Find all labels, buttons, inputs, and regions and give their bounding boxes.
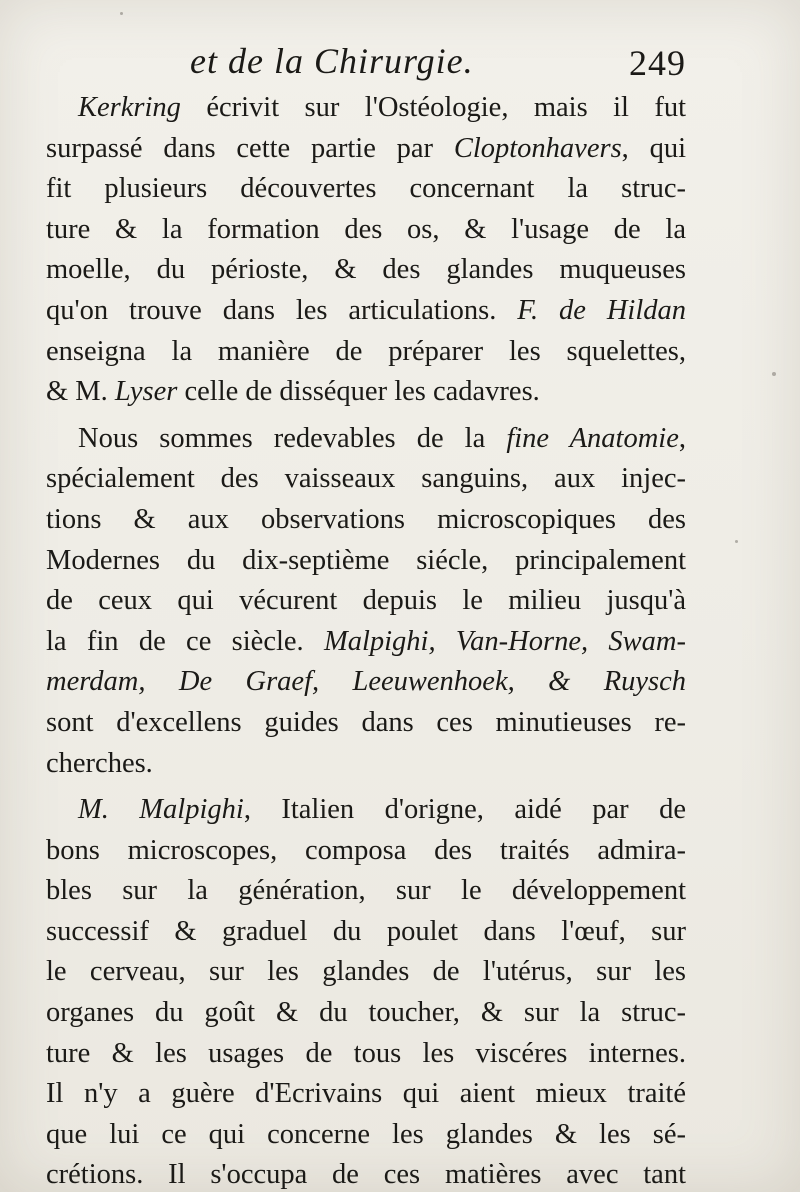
text-line: M. Malpighi, Italien d'origne, aidé par de <box>78 794 686 826</box>
body-text <box>46 88 686 1192</box>
text-line: Il n'y a guère d'Ecrivains qui aient mieux traité <box>46 1078 686 1110</box>
text-line: ture & la formation des os, & l'usage de la <box>46 213 686 245</box>
text-line: que lui ce qui concerne les glandes & les sé- <box>46 1118 686 1150</box>
text-line: successif & graduel du poulet dans l'œuf, sur <box>46 915 686 947</box>
text-line: le cerveau, sur les glandes de l'utérus, sur les <box>46 956 686 988</box>
page-number: 249 <box>629 43 686 83</box>
running-title: et de la Chirurgie. <box>190 41 474 81</box>
text-line: Kerkring écrivit sur l'Ostéologie, mais il fut <box>78 92 686 123</box>
paper-speck <box>772 372 776 376</box>
text-line: enseigna la manière de préparer les squelettes, <box>46 335 686 367</box>
text-line: tions & aux observations microscopiques des <box>46 503 686 535</box>
text-line: & M. Lyser celle de disséquer les cadavres. <box>46 376 540 408</box>
text-line: Modernes du dix-septième siécle, principalement <box>46 544 686 576</box>
text-line: Nous sommes redevables de la fine Anatomie, <box>78 422 686 454</box>
text-line: spécialement des vaisseaux sanguins, aux injec- <box>46 463 686 495</box>
text-line: bles sur la génération, sur le développement <box>46 875 686 907</box>
text-line: merdam, De Graef, Leeuwenhoek, & Ruysch <box>46 666 686 698</box>
text-line: ture & les usages de tous les viscéres internes. <box>46 1037 686 1069</box>
text-line: surpassé dans cette partie par Cloptonhavers, qui <box>46 132 686 164</box>
paragraph-3 <box>46 790 686 1192</box>
text-line: crétions. Il s'occupa de ces matières avec tant <box>46 1159 686 1191</box>
paper-speck <box>300 1170 303 1173</box>
text-line: moelle, du périoste, & des glandes muqueuses <box>46 254 686 286</box>
paragraph-2 <box>46 419 686 784</box>
paper-speck <box>120 12 123 15</box>
text-line: bons microscopes, composa des traités admira- <box>46 834 686 866</box>
paper-speck <box>735 540 738 543</box>
paragraph-1 <box>46 88 686 413</box>
text-line: de ceux qui vécurent depuis le milieu jusqu'à <box>46 585 686 617</box>
text-line: organes du goût & du toucher, & sur la struc- <box>46 997 686 1029</box>
text-line: cherches. <box>46 747 153 779</box>
text-line: sont d'excellens guides dans ces minutieuses re- <box>46 706 686 738</box>
running-head <box>46 40 686 90</box>
text-line: la fin de ce siècle. Malpighi, Van-Horne, Swam- <box>46 625 686 657</box>
text-line: fit plusieurs découvertes concernant la struc- <box>46 173 686 205</box>
text-line: qu'on trouve dans les articulations. F. de Hildan <box>46 294 687 326</box>
